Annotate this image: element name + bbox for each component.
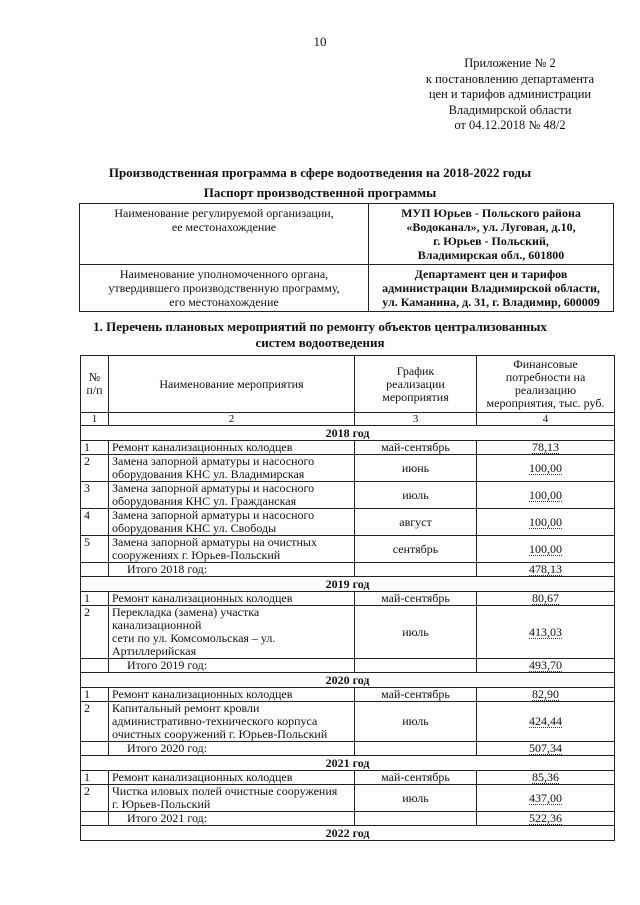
measure-name-line: Замена запорной арматуры на очистных (112, 535, 317, 549)
year-label: 2019 год (81, 577, 615, 592)
measure-name-line: Ремонт канализационных колодцев (112, 440, 293, 454)
schedule-cell: август (355, 509, 477, 536)
total-label: Итого 2020 год: (109, 742, 355, 756)
measure-name-line: сооружениях г. Юрьев-Польский (112, 548, 281, 562)
year-label: 2021 год (81, 756, 615, 771)
passport-table (79, 203, 614, 312)
total-row (81, 742, 615, 756)
year-row (81, 756, 615, 771)
table-row (81, 771, 615, 785)
amount-cell (477, 688, 615, 702)
header-schedule: График реализации мероприятия (355, 356, 477, 413)
schedule-cell: июль (355, 482, 477, 509)
measure-name-line: Ремонт канализационных колодцев (112, 591, 293, 605)
amount-value: 80,67 (532, 591, 559, 605)
table-row (81, 455, 615, 482)
measure-name-line: оборудования КНС ул. Гражданская (112, 494, 297, 508)
measure-name-line: очистных сооружений г. Юрьев-Польский (112, 727, 328, 741)
measure-name-line: сети по ул. Комсомольская – ул. (112, 631, 276, 645)
row-number: 1 (81, 771, 109, 785)
appendix-line: цен и тарифов администрации (428, 87, 592, 101)
total-num-cell (81, 742, 109, 756)
total-num-cell (81, 812, 109, 826)
appendix-line: к постановлению департамента (425, 71, 595, 86)
measure-name-line: Ремонт канализационных колодцев (112, 770, 293, 784)
amount-value: 78,13 (532, 440, 559, 454)
amount-cell (477, 702, 615, 742)
amount-cell (477, 536, 615, 563)
schedule-cell: май-сентябрь (355, 441, 477, 455)
page-number: 10 (313, 34, 327, 49)
amount-cell (477, 455, 615, 482)
measure-name (109, 606, 355, 659)
table-row (81, 509, 615, 536)
document-title: Производственная программа в сфере водоотведения на 2018-2022 годы (108, 165, 532, 180)
appendix-line: Приложение № 2 (464, 56, 556, 70)
amount-cell (477, 509, 615, 536)
col-number: 2 (109, 413, 355, 426)
row-number: 2 (81, 606, 109, 659)
measure-name-line: Замена запорной арматуры и насосного (112, 481, 315, 495)
total-label: Итого 2018 год: (109, 563, 355, 577)
amount-value: 85,36 (532, 770, 559, 784)
schedule-cell: май-сентябрь (355, 771, 477, 785)
measure-name-line: Замена запорной арматуры и насосного (112, 454, 315, 468)
measure-name-line: Артиллерийская (112, 644, 197, 658)
total-sched-cell (355, 659, 477, 673)
year-row (81, 826, 615, 841)
total-row (81, 812, 615, 826)
amount-value: 100,00 (529, 541, 562, 556)
total-sched-cell (355, 742, 477, 756)
row-number: 4 (81, 509, 109, 536)
passport-title: Паспорт производственной программы (203, 185, 437, 200)
measure-name-line: г. Юрьев-Польский (112, 797, 211, 811)
measure-name-line: Ремонт канализационных колодцев (112, 687, 293, 701)
schedule-cell: июль (355, 702, 477, 742)
col-number: 4 (477, 413, 615, 426)
measure-name-line: административно-технического корпуса (112, 714, 318, 728)
passport-label: Наименование уполномоченного органа, утвердившего производственную программу, его местонахождение (80, 265, 369, 312)
passport-row (80, 204, 614, 265)
amount-cell (477, 606, 615, 659)
total-amount-cell (477, 812, 615, 826)
measure-name (109, 482, 355, 509)
row-number: 1 (81, 441, 109, 455)
passport-value: Департамент цен и тарифов администрации Владимирской области, ул. Каманина, д. 31, г. Владимир, 600009 (369, 265, 614, 312)
row-number: 2 (81, 785, 109, 812)
amount-value: 82,90 (532, 687, 559, 701)
table-row (81, 702, 615, 742)
header-num: № п/п (81, 356, 109, 413)
appendix-line: от 04.12.2018 № 48/2 (454, 118, 566, 132)
total-row (81, 563, 615, 577)
amount-value: 100,00 (529, 487, 562, 502)
total-row (81, 659, 615, 673)
schedule-cell: июль (355, 606, 477, 659)
total-amount: 507,34 (529, 741, 562, 755)
amount-cell (477, 771, 615, 785)
amount-cell (477, 592, 615, 606)
passport-label: Наименование регулируемой организации, ее местонахождение (80, 204, 369, 265)
schedule-cell: июнь (355, 455, 477, 482)
year-label: 2022 год (81, 826, 615, 841)
row-number: 5 (81, 536, 109, 563)
schedule-cell: сентябрь (355, 536, 477, 563)
measure-name (109, 702, 355, 742)
table-row (81, 441, 615, 455)
year-row (81, 673, 615, 688)
table-body (81, 426, 615, 841)
column-numbers-row (81, 413, 615, 426)
amount-cell (477, 482, 615, 509)
total-amount: 478,13 (529, 562, 562, 576)
amount-value: 413,03 (529, 624, 562, 639)
passport-row (80, 265, 614, 312)
measure-name (109, 509, 355, 536)
total-sched-cell (355, 563, 477, 577)
total-label: Итого 2019 год: (109, 659, 355, 673)
header-finance: Финансовые потребности на реализацию мероприятия, тыс. руб. (477, 356, 615, 413)
total-num-cell (81, 659, 109, 673)
amount-value: 437,00 (529, 790, 562, 805)
table-row (81, 536, 615, 563)
row-number: 1 (81, 688, 109, 702)
row-number: 3 (81, 482, 109, 509)
total-amount-cell (477, 742, 615, 756)
measure-name (109, 785, 355, 812)
measures-table (80, 355, 615, 841)
measure-name (109, 771, 355, 785)
measure-name (109, 688, 355, 702)
total-amount: 522,36 (529, 811, 562, 825)
measure-name-line: оборудования КНС ул. Свободы (112, 521, 277, 535)
appendix-line: Владимирской области (448, 102, 572, 117)
measure-name-line: Капитальный ремонт кровли (112, 701, 260, 715)
amount-value: 100,00 (529, 460, 562, 475)
table-row (81, 482, 615, 509)
measure-name-line: Замена запорной арматуры и насосного (112, 508, 315, 522)
table-header-row (81, 356, 615, 413)
passport-value: МУП Юрьев - Польского района «Водоканал», ул. Луговая, д.10, г. Юрьев - Польский, Владимирская обл., 601800 (369, 204, 614, 265)
measure-name (109, 441, 355, 455)
total-sched-cell (355, 812, 477, 826)
col-number: 1 (81, 413, 109, 426)
table-row (81, 592, 615, 606)
section-title: 1. Перечень плановых мероприятий по ремонту объектов централизованных систем водоотведения (93, 319, 547, 350)
schedule-cell: май-сентябрь (355, 592, 477, 606)
measure-name (109, 536, 355, 563)
total-amount-cell (477, 563, 615, 577)
total-num-cell (81, 563, 109, 577)
measure-name-line: оборудования КНС ул. Владимирская (112, 467, 305, 481)
measure-name-line: Перекладка (замена) участка канализационной (112, 605, 260, 632)
table-row (81, 606, 615, 659)
row-number: 2 (81, 702, 109, 742)
row-number: 1 (81, 592, 109, 606)
table-row (81, 688, 615, 702)
appendix-header (410, 56, 610, 134)
col-number: 3 (355, 413, 477, 426)
year-row (81, 577, 615, 592)
measure-name (109, 592, 355, 606)
year-row (81, 426, 615, 441)
measure-name-line: Чистка иловых полей очистные сооружения (112, 784, 338, 798)
amount-value: 100,00 (529, 514, 562, 529)
table-row (81, 785, 615, 812)
schedule-cell: май-сентябрь (355, 688, 477, 702)
measure-name (109, 455, 355, 482)
year-label: 2018 год (81, 426, 615, 441)
amount-cell (477, 785, 615, 812)
row-number: 2 (81, 455, 109, 482)
total-label: Итого 2021 год: (109, 812, 355, 826)
amount-cell (477, 441, 615, 455)
year-label: 2020 год (81, 673, 615, 688)
amount-value: 424,44 (529, 714, 562, 728)
total-amount: 493,70 (529, 658, 562, 672)
schedule-cell: июль (355, 785, 477, 812)
header-name: Наименование мероприятия (109, 356, 355, 413)
total-amount-cell (477, 659, 615, 673)
